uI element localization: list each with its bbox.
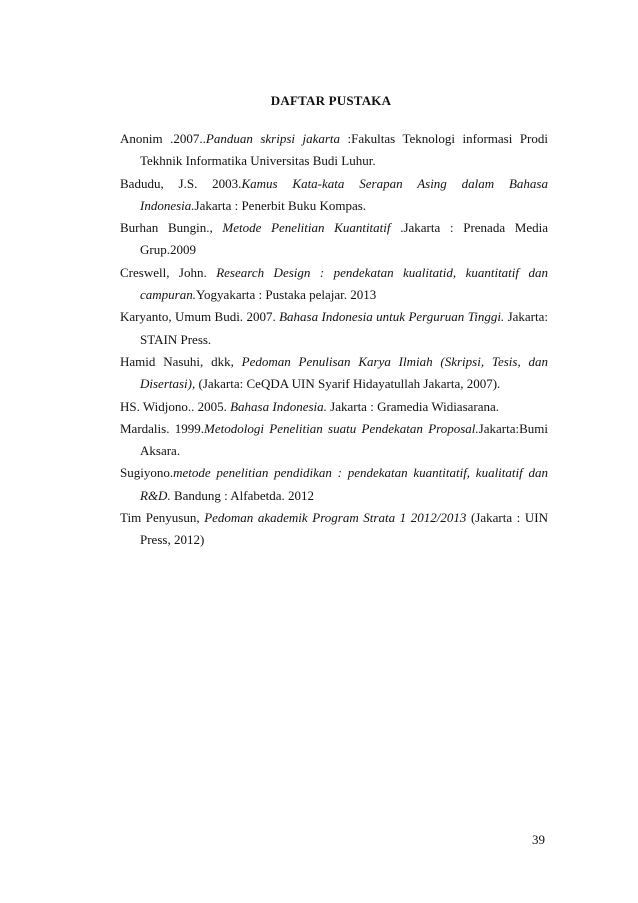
reference-publisher: Jakarta : Gramedia Widiasarana. bbox=[326, 398, 500, 414]
reference-entry bbox=[120, 396, 548, 418]
reference-publisher: Jakarta : Penerbit Buku Kompas. bbox=[194, 197, 367, 213]
reference-entry bbox=[120, 306, 548, 351]
reference-publisher: :Fakultas Teknologi informasi Prodi Tekhnik Informatika Universitas Budi Luhur. bbox=[140, 131, 548, 169]
reference-entry bbox=[120, 128, 548, 173]
reference-publisher: Jakarta: STAIN Press. bbox=[140, 309, 549, 347]
reference-title: Bahasa Indonesia. bbox=[230, 398, 327, 414]
reference-entry bbox=[120, 351, 548, 396]
reference-author: Mardalis. 1999. bbox=[120, 420, 205, 436]
reference-title: Research Design : pendekatan kualitatid, kuantitatif dan campuran. bbox=[140, 264, 548, 303]
reference-publisher: Bandung : Alfabetda. 2012 bbox=[170, 487, 315, 503]
reference-author: Anonim .2007.. bbox=[120, 131, 206, 146]
reference-entry bbox=[120, 217, 548, 262]
reference-title: Metodologi Penelitian suatu Pendekatan Proposal. bbox=[204, 420, 479, 436]
reference-author: Burhan Bungin., bbox=[120, 220, 223, 236]
reference-title: Bahasa Indonesia untuk Perguruan Tinggi. bbox=[279, 309, 505, 325]
reference-author: Karyanto, Umum Budi. 2007. bbox=[120, 309, 280, 325]
reference-title: Pedoman akademik Program Strata 1 2012/2013 bbox=[204, 510, 467, 526]
reference-title: metode penelitian pendidikan : pendekatan kuantitatif, kualitatif dan R&D. bbox=[140, 465, 548, 503]
reference-entry bbox=[120, 507, 548, 552]
reference-publisher: (Jakarta : UIN Press, 2012) bbox=[140, 510, 548, 548]
reference-author: Sugiyono. bbox=[120, 465, 174, 481]
reference-entry bbox=[120, 418, 548, 463]
reference-author: HS. Widjono.. 2005. bbox=[120, 398, 231, 414]
reference-title: Pedoman Penulisan Karya Ilmiah (Skripsi, Tesis, dan Disertasi), bbox=[140, 353, 548, 392]
page-title: DAFTAR PUSTAKA bbox=[270, 93, 392, 108]
reference-author: Badudu, J.S. 2003. bbox=[120, 175, 242, 191]
reference-publisher: .Jakarta : Prenada Media Grup.2009 bbox=[140, 220, 548, 258]
reference-author: Hamid Nasuhi, dkk, bbox=[120, 353, 242, 369]
reference-author: Creswell, John. bbox=[120, 264, 217, 280]
reference-publisher: Jakarta:Bumi Aksara. bbox=[140, 420, 548, 459]
reference-entry bbox=[120, 173, 548, 218]
reference-entry bbox=[120, 462, 548, 507]
page-number: 39 bbox=[532, 832, 545, 847]
reference-title: Panduan skripsi jakarta bbox=[205, 131, 341, 146]
reference-publisher: (Jakarta: CeQDA UIN Syarif Hidayatullah Jakarta, 2007). bbox=[195, 376, 501, 392]
reference-title: Metode Penelitian Kuantitatif bbox=[222, 220, 391, 236]
reference-publisher: Yogyakarta : Pustaka pelajar. 2013 bbox=[195, 287, 377, 303]
reference-title: Kamus Kata-kata Serapan Asing dalam Bahasa Indonesia. bbox=[140, 175, 548, 213]
reference-entry bbox=[120, 262, 548, 307]
reference-list bbox=[120, 128, 548, 552]
reference-author: Tim Penyusun, bbox=[120, 510, 205, 526]
